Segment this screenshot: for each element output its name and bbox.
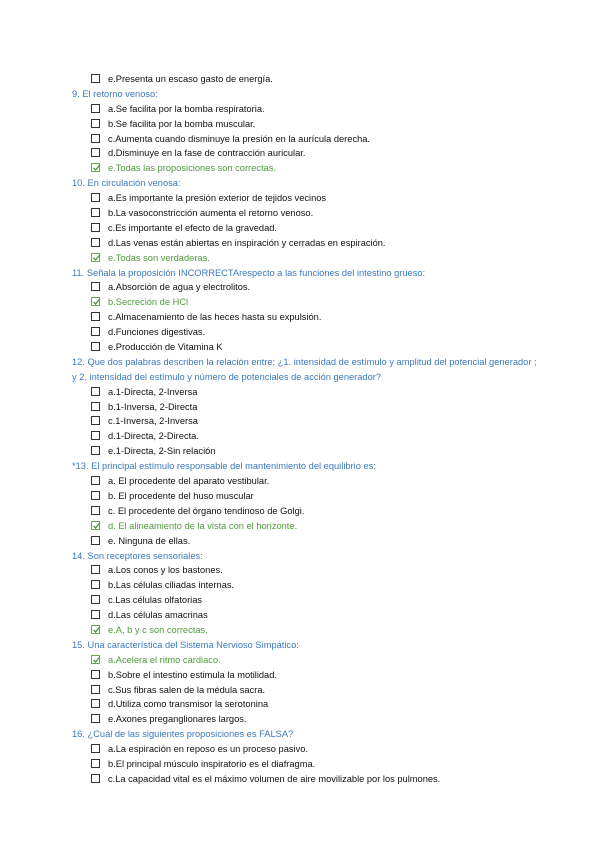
- answer-option[interactable]: [0, 772, 600, 787]
- answer-option[interactable]: [0, 578, 600, 593]
- option-text: e.A, b y c son correctas.: [108, 624, 208, 635]
- answer-option[interactable]: [0, 414, 600, 429]
- option-text: d.1-Directa, 2-Directa.: [108, 431, 199, 442]
- checkbox-icon[interactable]: [91, 327, 100, 336]
- answer-option[interactable]: [0, 474, 600, 489]
- checkbox-icon[interactable]: [91, 342, 100, 351]
- option-text: b.Sobre el intestino estimula la motilidad.: [108, 669, 277, 680]
- option-text: e.1-Directa, 2-Sin relación: [108, 446, 216, 457]
- option-text: a. El procedente del aparato vestibular.: [108, 476, 270, 487]
- question-heading: 10. En circulación venosa:: [72, 178, 181, 189]
- checkmark-icon: [92, 163, 101, 172]
- option-text: c.Sus fibras salen de la médula sacra.: [108, 684, 266, 695]
- answer-option[interactable]: [0, 280, 600, 295]
- option-text: b. El procedente del huso muscular: [108, 490, 254, 501]
- answer-option[interactable]: [0, 161, 600, 176]
- checkbox-icon[interactable]: [91, 670, 100, 679]
- answer-option[interactable]: [0, 608, 600, 623]
- answer-option[interactable]: [0, 653, 600, 668]
- question-heading: 11. Señala la proposición INCORRECTArespecto a las funciones del intestino grueso:: [72, 267, 426, 278]
- option-text: b.El principal músculo inspiratorio es el diafragma.: [108, 758, 316, 769]
- option-text: a.Acelera el ritmo cardiaco.: [108, 654, 221, 665]
- option-text: b.Se facilita por la bomba muscular.: [108, 118, 256, 129]
- question-heading: 9. El retorno venoso:: [72, 88, 158, 99]
- question-heading: 16. ¿Cuál de las siguientes proposiciones es FALSA?: [72, 729, 294, 740]
- answer-option[interactable]: [0, 325, 600, 340]
- answer-option[interactable]: [0, 295, 600, 310]
- question-heading: 14. Son receptores sensoriales:: [72, 550, 203, 561]
- checked-checkbox-icon[interactable]: [91, 655, 100, 664]
- question-heading: y 2. intensidad del estímulo y número de potenciales de acción generador?: [72, 371, 382, 382]
- checked-checkbox-icon[interactable]: [91, 253, 100, 262]
- checked-checkbox-icon[interactable]: [91, 625, 100, 634]
- answer-option[interactable]: [0, 429, 600, 444]
- option-text: b.Las células ciliadas internas.: [108, 580, 235, 591]
- option-text: a.1-Directa, 2-Inversa: [108, 386, 198, 397]
- option-text: d.Las venas están abiertas en inspiración y cerradas en espiración.: [108, 237, 386, 248]
- checkbox-icon[interactable]: [91, 506, 100, 515]
- answer-option[interactable]: [0, 742, 600, 757]
- checkbox-icon[interactable]: [91, 446, 100, 455]
- question-heading: *13. El principal estímulo responsable del mantenimiento del equilibrio es:: [72, 461, 376, 472]
- option-text: e.Todas las proposiciones son correctas.: [108, 163, 276, 174]
- checkmark-icon: [92, 297, 101, 306]
- option-text: a.Es importante la presión exterior de tejidos vecinos: [108, 193, 327, 204]
- answer-option[interactable]: [0, 668, 600, 683]
- answer-option[interactable]: [0, 102, 600, 117]
- answer-option[interactable]: [0, 444, 600, 459]
- option-text: a.Los conos y los bastones.: [108, 565, 223, 576]
- option-text: d.Disminuye en la fase de contracción auricular.: [108, 148, 306, 159]
- checkbox-icon[interactable]: [91, 610, 100, 619]
- answer-option[interactable]: [0, 310, 600, 325]
- option-text: b.1-Inversa, 2-Directa: [108, 401, 198, 412]
- checkbox-icon[interactable]: [91, 282, 100, 291]
- answer-option[interactable]: [0, 191, 600, 206]
- option-text: b.Secreción de HCl: [108, 297, 189, 308]
- option-text: e.Presenta un escaso gasto de energía.: [108, 74, 273, 84]
- checkbox-icon[interactable]: [91, 491, 100, 500]
- answer-option[interactable]: [0, 519, 600, 534]
- option-text: c. El procedente del órgano tendinoso de Golgi.: [108, 505, 305, 516]
- answer-option[interactable]: [0, 206, 600, 221]
- checked-checkbox-icon[interactable]: [91, 297, 100, 306]
- checkbox-icon[interactable]: [91, 74, 100, 83]
- checkbox-icon[interactable]: [91, 387, 100, 396]
- answer-option[interactable]: [0, 623, 600, 638]
- answer-option[interactable]: [0, 593, 600, 608]
- answer-option[interactable]: [0, 757, 600, 772]
- checkbox-icon[interactable]: [91, 699, 100, 708]
- checked-checkbox-icon[interactable]: [91, 163, 100, 172]
- answer-option[interactable]: [0, 563, 600, 578]
- answer-option[interactable]: [0, 489, 600, 504]
- checkbox-icon[interactable]: [91, 774, 100, 783]
- checkbox-icon[interactable]: [91, 134, 100, 143]
- option-text: c.Las células olfatorias: [108, 595, 203, 606]
- option-text: a.Se facilita por la bomba respiratoria.: [108, 103, 265, 114]
- checkbox-icon[interactable]: [91, 208, 100, 217]
- checkbox-icon[interactable]: [91, 759, 100, 768]
- option-text: d.Las células amacrinas: [108, 610, 208, 621]
- answer-option[interactable]: [0, 340, 600, 355]
- option-text: c.1-Inversa, 2-Inversa: [108, 416, 198, 427]
- option-text: c.Es importante el efecto de la gravedad.: [108, 222, 277, 233]
- question-heading: 12. Que dos palabras describen la relación entre; ¿1. intensidad de estímulo y amplitud del potencial generador ;: [72, 356, 537, 367]
- option-text: c.Almacenamiento de las heces hasta su expulsión.: [108, 312, 322, 323]
- answer-option[interactable]: [0, 534, 600, 549]
- checkbox-icon[interactable]: [91, 536, 100, 545]
- question-heading: 15. Una característica del Sistema Nervioso Simpático:: [72, 639, 299, 650]
- checkbox-icon[interactable]: [91, 402, 100, 411]
- option-text: d.Funciones digestivas.: [108, 327, 206, 338]
- checkbox-icon[interactable]: [91, 595, 100, 604]
- answer-option[interactable]: [0, 251, 600, 266]
- checkbox-icon[interactable]: [91, 565, 100, 574]
- option-text: e.Producción de Vitamina K: [108, 342, 223, 353]
- checkbox-icon[interactable]: [91, 685, 100, 694]
- answer-option[interactable]: [0, 385, 600, 400]
- answer-option[interactable]: [0, 72, 600, 87]
- checkmark-icon: [92, 655, 101, 664]
- option-text: a.La espiración en reposo es un proceso pasivo.: [108, 744, 309, 755]
- option-text: a.Absorción de agua y electrolitos.: [108, 282, 251, 293]
- option-text: c.Aumenta cuando disminuye la presión en la aurícula derecha.: [108, 133, 371, 144]
- checkmark-icon: [92, 253, 101, 262]
- option-text: d. El alineamiento de la vista con el horizonte.: [108, 520, 298, 531]
- option-text: c.La capacidad vital es el máximo volumen de aire movilizable por los pulmones.: [108, 773, 441, 784]
- option-text: e.Todas son verdaderas.: [108, 252, 210, 263]
- checkbox-icon[interactable]: [91, 416, 100, 425]
- checkbox-icon[interactable]: [91, 744, 100, 753]
- answer-option[interactable]: [0, 221, 600, 236]
- checkbox-icon[interactable]: [91, 104, 100, 113]
- checkbox-icon[interactable]: [91, 223, 100, 232]
- quiz-document: [0, 72, 600, 787]
- answer-option[interactable]: [0, 132, 600, 147]
- answer-option[interactable]: [0, 712, 600, 727]
- checkbox-icon[interactable]: [91, 714, 100, 723]
- checkbox-icon[interactable]: [91, 193, 100, 202]
- checkbox-icon[interactable]: [91, 119, 100, 128]
- option-text: b.La vasoconstricción aumenta el retorno venoso.: [108, 208, 314, 219]
- checkbox-icon[interactable]: [91, 476, 100, 485]
- answer-option[interactable]: [0, 146, 600, 161]
- answer-option[interactable]: [0, 400, 600, 415]
- answer-option[interactable]: [0, 117, 600, 132]
- checkbox-icon[interactable]: [91, 580, 100, 589]
- checkbox-icon[interactable]: [91, 312, 100, 321]
- checked-checkbox-icon[interactable]: [91, 521, 100, 530]
- answer-option[interactable]: [0, 697, 600, 712]
- option-text: e. Ninguna de ellas.: [108, 535, 191, 546]
- checkbox-icon[interactable]: [91, 148, 100, 157]
- checkbox-icon[interactable]: [91, 431, 100, 440]
- checkmark-icon: [92, 625, 101, 634]
- checkmark-icon: [92, 521, 101, 530]
- answer-option[interactable]: [0, 504, 600, 519]
- checkbox-icon[interactable]: [91, 238, 100, 247]
- option-text: e.Axones preganglionares largos.: [108, 714, 247, 725]
- answer-option[interactable]: [0, 683, 600, 698]
- option-text: d.Utiliza como transmisor la serotonina: [108, 699, 269, 710]
- answer-option[interactable]: [0, 236, 600, 251]
